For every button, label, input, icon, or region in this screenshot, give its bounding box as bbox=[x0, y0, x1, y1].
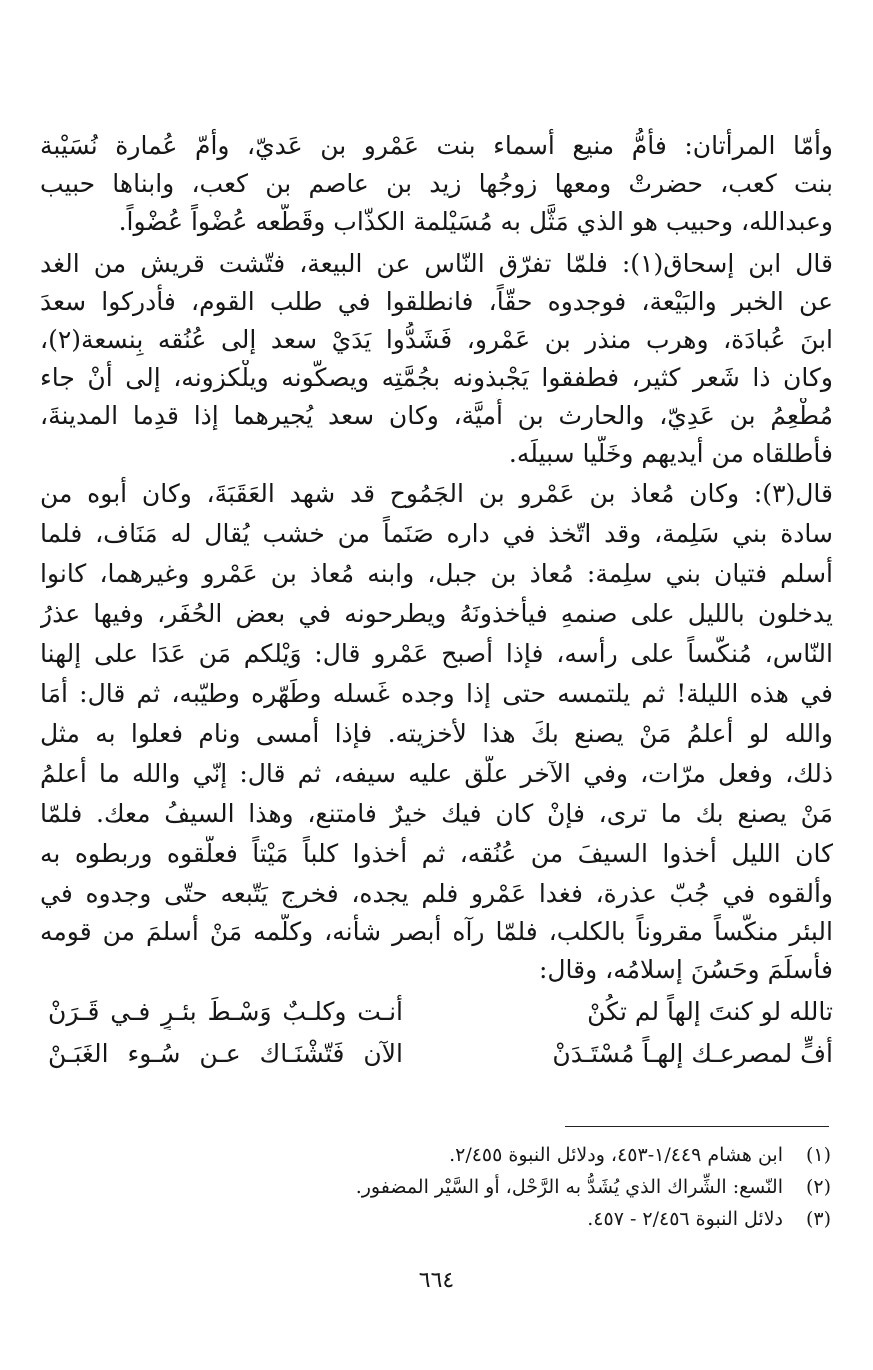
poem-verse-1-second-hemistich: أنـت وكلـبٌ وَسْـطَ بئـرٍ فـي قَـرَنْ bbox=[48, 997, 403, 1026]
body-line: مَنْ يصنع بك ما ترى، فإنْ كان فيك خيرٌ فامتنع، وهذا السيفُ معك. فلمّا bbox=[40, 799, 833, 828]
footnote-text: ابن هشام ١/٤٤٩-٤٥٣، ودلائل النبوة ٢/٤٥٥. bbox=[449, 1144, 783, 1166]
body-line: وعبدالله، وحبيب هو الذي مَثَّل به مُسَيْلمة الكذّاب وقَطَّعه عُضْواً عُضْواً. bbox=[118, 207, 833, 236]
body-line: سادة بني سَلِمة، وقد اتّخذ في داره صَنَماً من خشب يُقال له مَنَاف، فلما bbox=[40, 519, 833, 548]
body-line: قال(٣): وكان مُعاذ بن عَمْرو بن الجَمُوح قد شهد العَقَبَةَ، وكان أبوه من bbox=[40, 479, 833, 508]
body-line: ابنَ عُبادَة، وهرب منذر بن عَمْرو، فَشَدُّوا يَدَيْ سعد إلى عُنُقه بِنسعة(٢)، bbox=[40, 325, 833, 354]
footnote-text: النّسع: الشِّراك الذي يُشَدُّ به الرَّحْل، أو السَّيْر المضفور. bbox=[355, 1176, 783, 1198]
poem-verse-1-first-hemistich: تالله لو كنتَ إلهاً لم تكُنْ bbox=[587, 997, 833, 1026]
body-line: يدخلون بالليل على صنمهِ فيأخذونَهُ ويطرحونه في بعض الحُفَر، وفيها عذرُ bbox=[40, 599, 833, 628]
footnote-2 bbox=[71, 1172, 831, 1202]
footnote-separator bbox=[565, 1126, 829, 1127]
footnote-number: (٢) bbox=[805, 1176, 831, 1198]
page-number: ٦٦٤ bbox=[418, 1268, 455, 1293]
body-line: البئر منكّساً مقروناً بالكلب، فلمّا رآه أبصر شأنه، وكلّمه مَنْ أسلمَ من قومه bbox=[40, 917, 833, 946]
poem-verse-2-first-hemistich: أُفٍّ لمصرعـك إلهـاً مُسْتَـدَنْ bbox=[552, 1039, 833, 1068]
body-line: وأمّا المرأتان: فأمُّ منيع أسماء بنت عَمْرو بن عَديّ، وأمّ عُمارة نُسَيْبة bbox=[40, 131, 833, 160]
body-line: كان الليل أخذوا السيفَ من عُنُقه، ثم أخذوا كلباً مَيْتاً فعلّقوه وربطوه به bbox=[40, 839, 833, 868]
body-line: مُطْعِمُ بن عَدِيّ، والحارث بن أُميَّة، وكان سعد يُجيرهما إذا قدِما المدينةَ، bbox=[40, 401, 833, 430]
body-line: بنت كعب، حضرتْ ومعها زوجُها زيد بن عاصم بن كعب، وابناها حبيب bbox=[40, 169, 833, 198]
body-line: والله لو أعلمُ مَنْ يصنع بكَ هذا لأخزيته. فإذا أمسى ونام فعلوا به مثل bbox=[40, 719, 833, 748]
footnote-number: (١) bbox=[805, 1144, 831, 1166]
body-line: في هذه الليلة! ثم يلتمسه حتى إذا وجده غَسله وطَهّره وطيّبه، ثم قال: أمَا bbox=[40, 679, 833, 708]
body-line: أسلم فتيان بني سلِمة: مُعاذ بن جبل، وابنه مُعاذ بن عَمْرو وغيرهما، كانوا bbox=[40, 559, 833, 588]
footnote-3 bbox=[71, 1204, 831, 1234]
body-line: النّاس، مُنكّساً على رأسه، فإذا أصبح عَمْرو قال: وَيْلكم مَن عَدَا على إلهنا bbox=[40, 639, 833, 668]
footnote-text: دلائل النبوة ٢/٤٥٦ - ٤٥٧. bbox=[587, 1208, 783, 1230]
footnote-number: (٣) bbox=[805, 1208, 831, 1230]
body-line: ذلك، وفعل مرّات، وفي الآخر علّق عليه سيفه، ثم قال: إنّي والله ما أعلمُ bbox=[40, 759, 833, 788]
body-line: عن الخبر والبَيْعة، فوجدوه حقّاً، فانطلقوا في طلب القوم، فأدركوا سعدَ bbox=[40, 287, 833, 316]
body-line: قال ابن إسحاق(١): فلمّا تفرّق النّاس عن البيعة، فتّشت قريش من الغد bbox=[40, 249, 833, 278]
poem-verse-2-second-hemistich: الآن فَتّشْنَـاك عـن سُـوء الغَبَـنْ bbox=[48, 1039, 403, 1068]
footnote-1 bbox=[71, 1140, 831, 1170]
body-line: وكان ذا شَعر كثير، فطفقوا يَجْبذونه بجُمَّتِه ويصكّونه ويلْكزونه، إلى أنْ جاء bbox=[40, 363, 833, 392]
body-line: فأسلَمَ وحَسُنَ إسلامُه، وقال: bbox=[538, 955, 833, 984]
body-line: وألقوه في جُبّ عذرة، فغدا عَمْرو فلم يجده، فخرج يَتّبعه حتّى وجدوه في bbox=[40, 879, 833, 908]
body-line: فأطلقاه من أيديهم وخَلّيا سبيلَه. bbox=[508, 439, 833, 468]
